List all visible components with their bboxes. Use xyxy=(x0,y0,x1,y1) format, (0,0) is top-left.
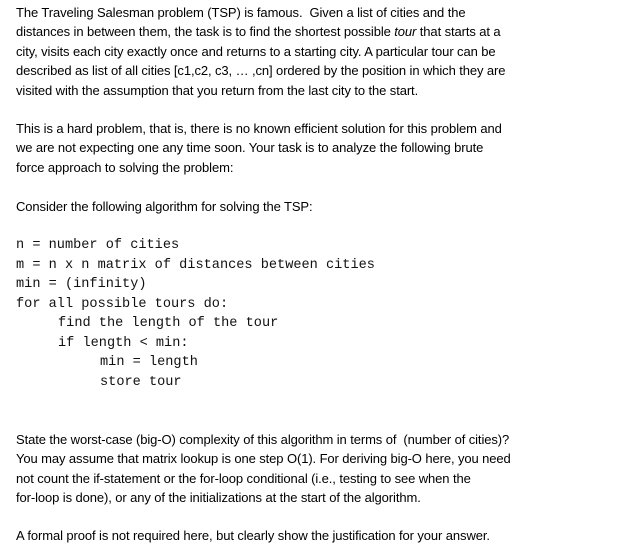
code-line: if length < min: xyxy=(58,336,189,351)
code-line: store tour xyxy=(100,375,182,390)
text-span: distances in between them, the task is to find the shortest possible xyxy=(16,24,395,39)
code-line: for all possible tours do: xyxy=(16,297,229,312)
code-line: min = (infinity) xyxy=(16,277,147,292)
text-line: city, visits each city exactly once and returns to a starting city. A particular tour can be xyxy=(16,44,496,59)
italic-word: tour xyxy=(394,24,417,39)
text-line: visited with the assumption that you return from the last city to the start. xyxy=(16,83,419,98)
text-span: that starts at a xyxy=(416,24,501,39)
code-line: m = n x n matrix of distances between cities xyxy=(16,258,375,273)
code-line: find the length of the tour xyxy=(58,316,279,331)
text-line: You may assume that matrix lookup is one step O(1). For deriving big-O here, you need xyxy=(16,451,511,466)
text-line: for-loop is done), or any of the initializations at the start of the algorithm. xyxy=(16,490,421,505)
text-line: we are not expecting one any time soon. Your task is to analyze the following brute xyxy=(16,140,484,155)
text-line: This is a hard problem, that is, there is no known efficient solution for this problem and xyxy=(16,121,502,136)
text-line: The Traveling Salesman problem (TSP) is famous. Given a list of cities and the xyxy=(16,5,466,20)
code-line: min = length xyxy=(100,355,198,370)
text-line: force approach to solving the problem: xyxy=(16,160,234,175)
text-line: not count the if-statement or the for-loop conditional (i.e., testing to see when the xyxy=(16,471,471,486)
text-line: State the worst-case (big-O) complexity of this algorithm in terms of (number of cities)? xyxy=(16,432,510,447)
text-line: described as list of all cities [c1,c2, c3, … ,cn] ordered by the position in which they are xyxy=(16,63,506,78)
closing-line: A formal proof is not required here, but clearly show the justification for your answer. xyxy=(16,528,490,543)
code-line: n = number of cities xyxy=(16,238,180,253)
consider-line: Consider the following algorithm for solving the TSP: xyxy=(16,199,313,214)
text-line xyxy=(16,24,501,40)
